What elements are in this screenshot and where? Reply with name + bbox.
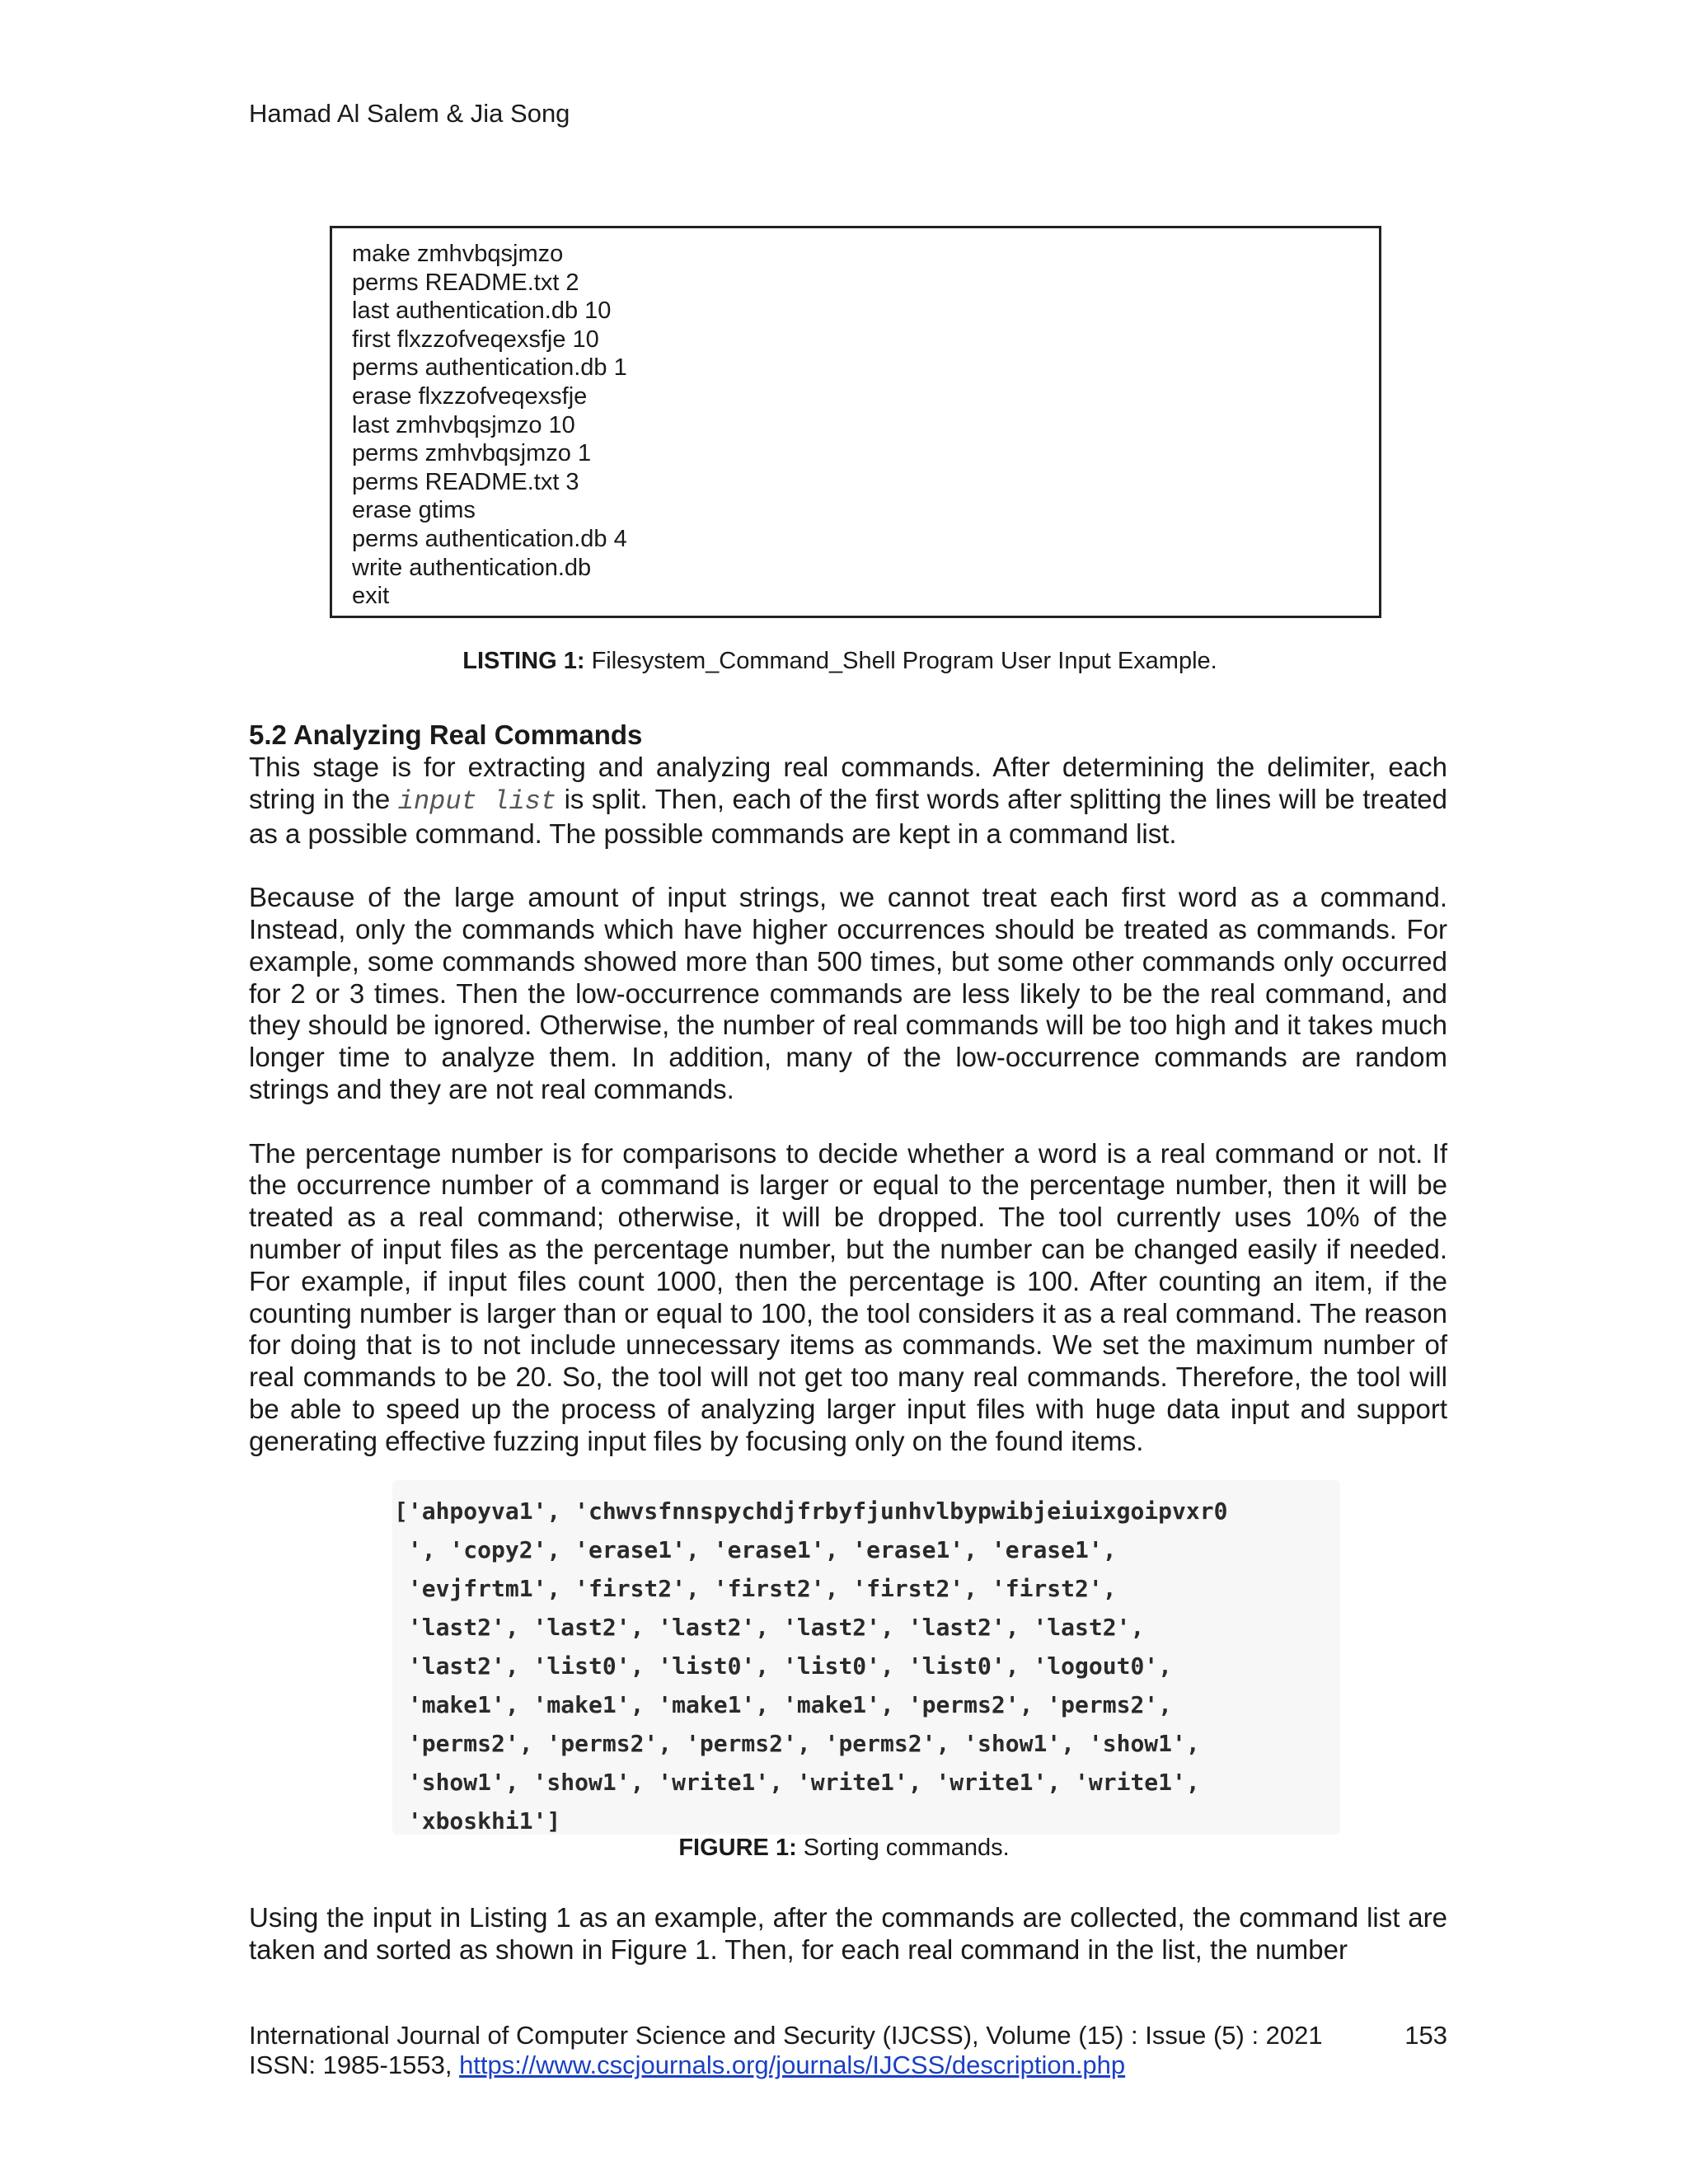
listing-caption [0, 648, 1688, 675]
listing-line: perms zmhvbqsjmzo 1 [352, 440, 592, 467]
listing-line: last authentication.db 10 [352, 298, 612, 325]
paragraph-2: Because of the large amount of input strings, we cannot treat each first word as a command. Instead, only the commands which have higher occurrences should be treated as commands. For example, some commands showed more than 500 times, but some other commands only occurred for 2 or 3 times. Then the low-occurrence commands are less likely to be the real command, and they should be ignored. Otherwise, the number of real commands will be too high and it takes much longer time to analyze them. In addition, many of the low-occurrence commands are random strings and they are not real commands. [249, 882, 1447, 1104]
listing-line: perms authentication.db 1 [352, 354, 627, 382]
inline-code-input-list: input list [397, 785, 557, 817]
listing-line: last zmhvbqsjmzo 10 [352, 411, 575, 438]
listing-box [330, 226, 1381, 618]
listing-line: exit [352, 583, 390, 610]
running-header: Hamad Al Salem & Jia Song [249, 99, 570, 128]
figure-line: 'show1', 'show1', 'write1', 'write1', 'write1', 'write1', [394, 1769, 1200, 1796]
listing-line: perms README.txt 3 [352, 468, 579, 495]
figure-line: 'perms2', 'perms2', 'perms2', 'perms2', 'show1', 'show1', [394, 1730, 1200, 1757]
figure-caption-label: FIGURE 1: [678, 1835, 797, 1861]
paragraph-1 [249, 752, 1447, 850]
final-paragraph-block [249, 1902, 1447, 1998]
figure-line: ['ahpoyva1', 'chwvsfnnspychdjfrbyfjunhvlbypwibjeiuixgoipvxr0 [394, 1497, 1228, 1525]
figure-line: 'last2', 'last2', 'last2', 'last2', 'last2', 'last2', [394, 1614, 1145, 1641]
figure-line: 'last2', 'list0', 'list0', 'list0', 'list0', 'logout0', [394, 1652, 1173, 1680]
listing-lines [352, 240, 1379, 611]
figure-1-code-image [392, 1480, 1340, 1835]
figure-caption-text: Sorting commands. [796, 1835, 1010, 1861]
listing-line: perms README.txt 2 [352, 269, 579, 296]
page-number: 153 [1404, 2021, 1447, 2050]
figure-line: 'evjfrtm1', 'first2', 'first2', 'first2', 'first2', [394, 1575, 1117, 1602]
listing-line: make zmhvbqsjmzo [352, 241, 564, 267]
figure-line: 'make1', 'make1', 'make1', 'make1', 'perms2', 'perms2', [394, 1691, 1173, 1718]
page-footer [249, 2021, 1447, 2080]
figure-line: 'xboskhi1'] [394, 1807, 561, 1835]
paragraph-1-part-1: This stage is for extracting and analyzing real commands. After determining the delimiter, each string in the [249, 752, 1447, 814]
figure-1-lines [392, 1480, 1340, 1840]
figure-caption [0, 1835, 1688, 1862]
listing-line: erase gtims [352, 497, 476, 524]
listing-line: write authentication.db [352, 554, 592, 581]
listing-caption-text: Filesystem_Command_Shell Program User Input Example. [584, 648, 1217, 674]
paragraph-1-part-2: is split. Then, each of the first words after splitting the lines will be treated as a possible command. The possible commands are kept in a command list. [249, 783, 1448, 849]
listing-line: perms authentication.db 4 [352, 525, 627, 552]
journal-link[interactable]: https://www.cscjournals.org/journals/IJCSS/description.php [459, 2050, 1126, 2079]
figure-line: ', 'copy2', 'erase1', 'erase1', 'erase1', 'erase1', [394, 1536, 1117, 1563]
section-body [249, 719, 1447, 1489]
footer-issn: ISSN: 1985-1553, [249, 2050, 460, 2079]
final-paragraph: Using the input in Listing 1 as an example, after the commands are collected, the command list are taken and sorted as shown in Figure 1. Then, for each real command in the list, the number [249, 1902, 1447, 1965]
paragraph-3: The percentage number is for comparisons to decide whether a word is a real command or not. If the occurrence number of a command is larger or equal to the percentage number, then it will be treated as a real command; otherwise, it will be dropped. The tool currently uses 10% of the number of input files as the percentage number, but the number can be changed easily if needed. For example, if input files count 1000, then the percentage is 100. After counting an item, if the counting number is larger than or equal to 100, the tool considers it as a real command. The reason for doing that is to not include unnecessary items as commands. We set the maximum number of real commands to be 20. So, the tool will not get too many real commands. Therefore, the tool will be able to speed up the process of analyzing larger input files with huge data input and support generating effective fuzzing input files by focusing only on the found items. [249, 1137, 1447, 1456]
listing-line: first flxzzofveqexsfje 10 [352, 326, 599, 353]
listing-line: erase flxzzofveqexsfje [352, 382, 588, 410]
listing-caption-label: LISTING 1: [462, 648, 585, 674]
footer-journal: International Journal of Computer Science and Security (IJCSS), Volume (15) : Issue (5) : 2021 [249, 2021, 1323, 2050]
section-heading: 5.2 Analyzing Real Commands [249, 719, 643, 750]
